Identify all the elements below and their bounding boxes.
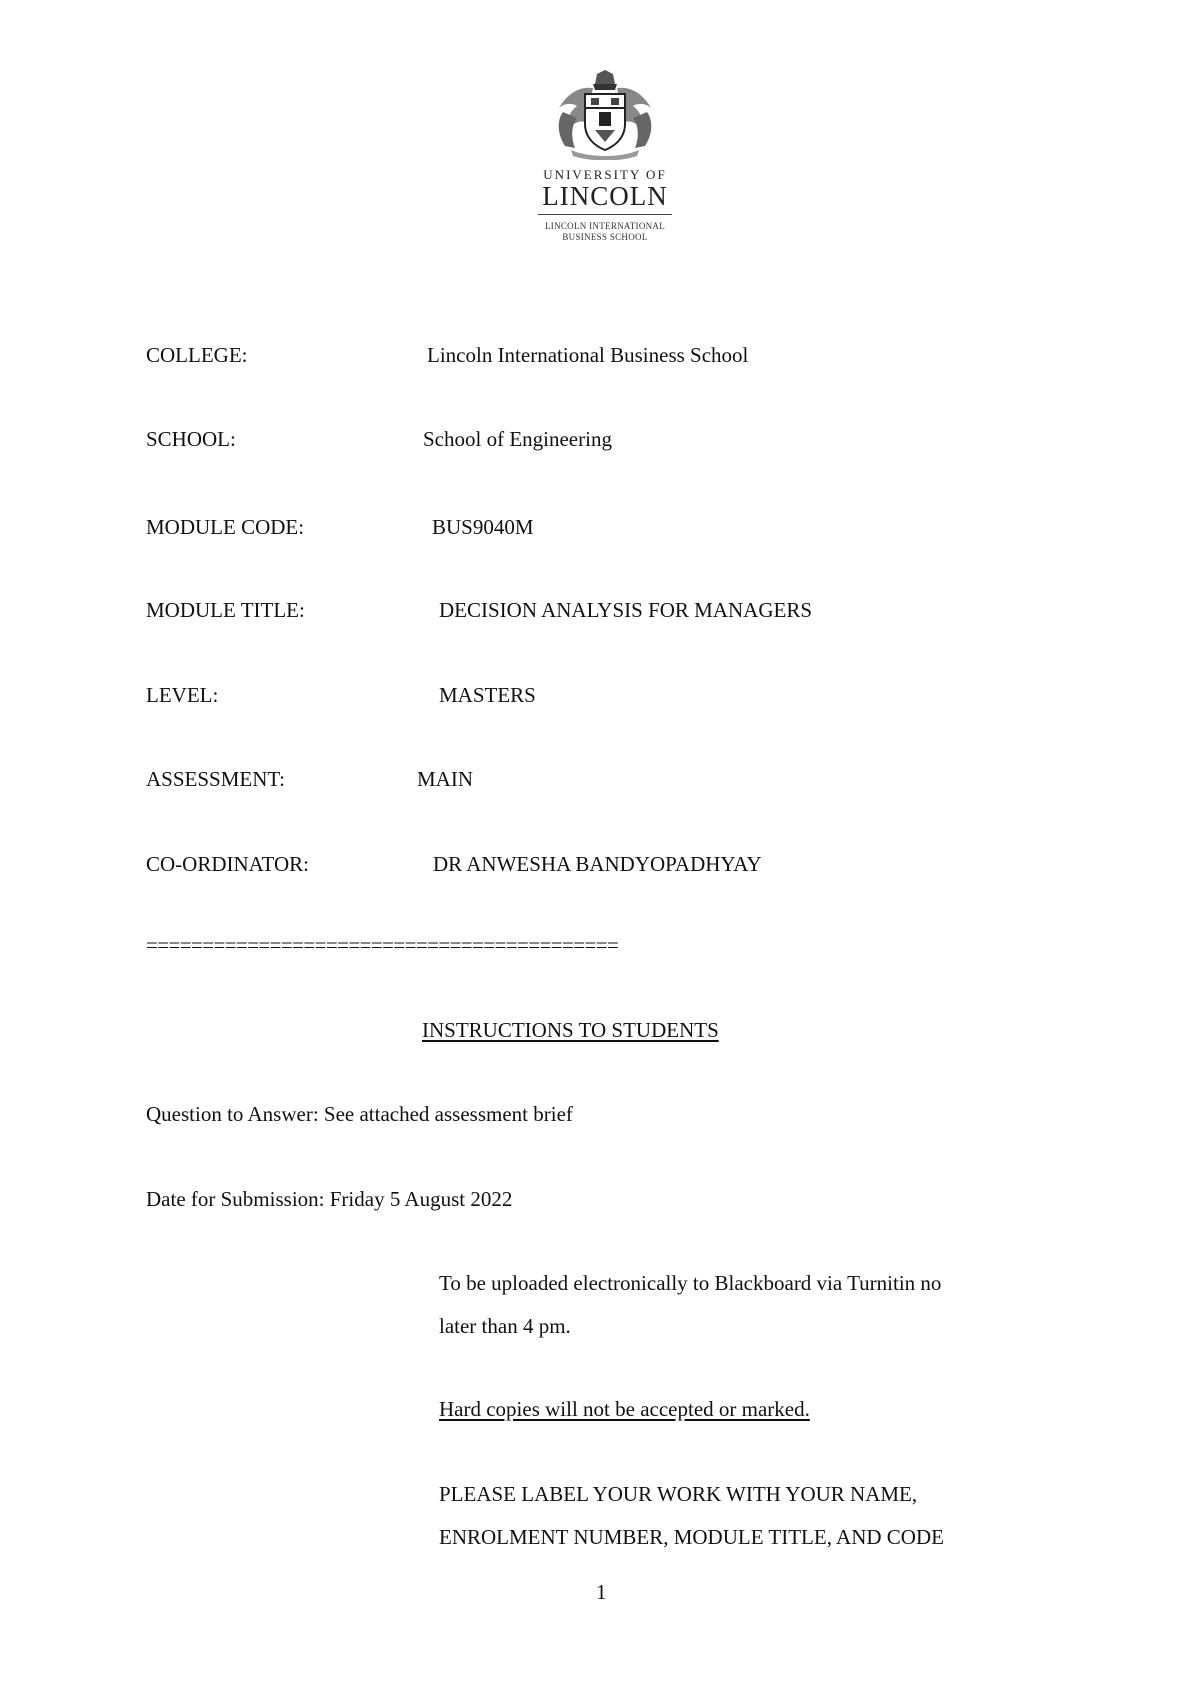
assessment-value: MAIN <box>417 767 473 791</box>
school-value: School of Engineering <box>423 427 612 451</box>
logo-sub-line1: LINCOLN INTERNATIONAL <box>544 221 666 231</box>
separator-line: ========================================== <box>146 933 619 957</box>
coordinator-label: CO-ORDINATOR: <box>146 852 309 876</box>
label-instruction-line1: PLEASE LABEL YOUR WORK WITH YOUR NAME, <box>439 1482 918 1506</box>
assessment-label: ASSESSMENT: <box>146 767 285 791</box>
question-to-answer: Question to Answer: See attached assessment brief <box>146 1102 573 1126</box>
logo-divider <box>538 214 672 215</box>
module-code-label: MODULE CODE: <box>146 515 305 539</box>
module-title-value: DECISION ANALYSIS FOR MANAGERS <box>439 598 813 622</box>
college-value: Lincoln International Business School <box>427 343 749 367</box>
university-crest-icon <box>549 68 661 160</box>
module-code-value: BUS9040M <box>432 515 534 539</box>
module-title-label: MODULE TITLE: <box>146 598 305 622</box>
upload-instruction-line2: later than 4 pm. <box>439 1314 571 1338</box>
level-value: MASTERS <box>439 683 536 707</box>
label-instruction-line2: ENROLMENT NUMBER, MODULE TITLE, AND CODE <box>439 1525 944 1549</box>
logo-lincoln: LINCOLN <box>542 181 668 211</box>
hard-copies-notice: Hard copies will not be accepted or marked. <box>439 1397 810 1421</box>
instructions-heading: INSTRUCTIONS TO STUDENTS <box>422 1018 719 1042</box>
date-for-submission: Date for Submission: Friday 5 August 2022 <box>146 1187 513 1211</box>
page-number: 1 <box>596 1580 607 1604</box>
logo-university-of: UNIVERSITY OF <box>543 167 667 182</box>
college-label: COLLEGE: <box>146 343 248 367</box>
school-label: SCHOOL: <box>146 427 236 451</box>
level-label: LEVEL: <box>146 683 219 707</box>
logo-sub-line2: BUSINESS SCHOOL <box>562 232 648 242</box>
upload-instruction-line1: To be uploaded electronically to Blackboard via Turnitin no <box>439 1271 942 1295</box>
university-logo <box>530 68 680 243</box>
coordinator-value: DR ANWESHA BANDYOPADHYAY <box>433 852 762 876</box>
